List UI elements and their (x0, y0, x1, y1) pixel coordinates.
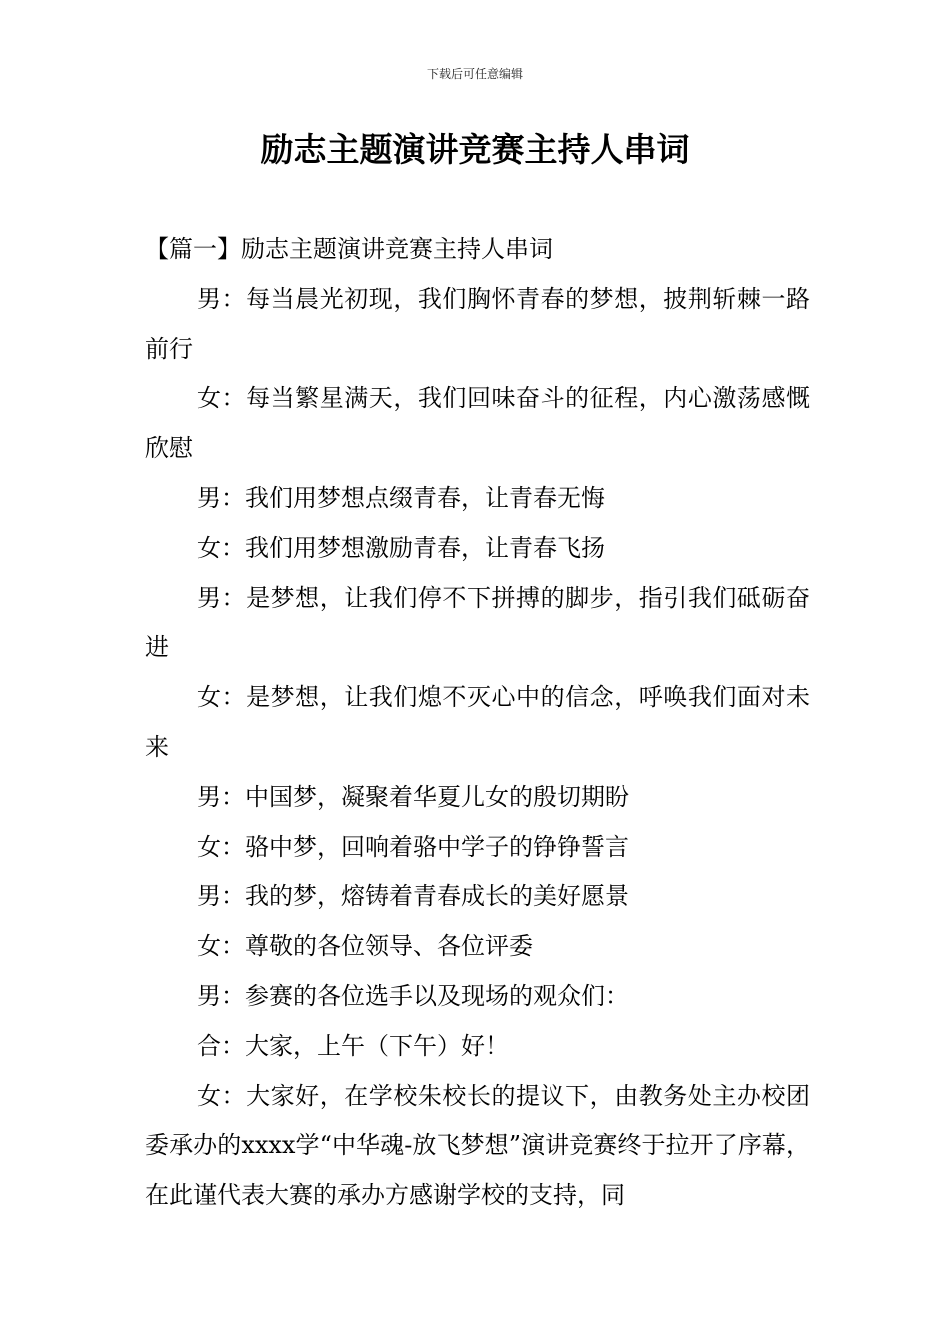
paragraph: 女：是梦想，让我们熄不灭心中的信念，呼唤我们面对未来 (145, 683, 810, 761)
paragraph: 女：尊敬的各位领导、各位评委 (197, 932, 533, 961)
paragraph: 女：每当繁星满天，我们回味奋斗的征程，内心激荡感慨欣慰 (145, 384, 810, 463)
paragraph: 男：我的梦，熔铸着青春成长的美好愿景 (197, 882, 629, 911)
section-heading: 【篇一】励志主题演讲竞赛主持人串词 (145, 235, 553, 263)
paragraph: 男：参赛的各位选手以及现场的观众们： (197, 981, 629, 1010)
paragraph: 男：中国梦，凝聚着华夏儿女的殷切期盼 (197, 782, 629, 811)
page-header-note: 下载后可任意编辑 (426, 67, 523, 81)
paragraph: 男：我们用梦想点缀青春，让青春无悔 (197, 483, 605, 512)
paragraph: 合：大家，上午（下午）好！ (197, 1031, 509, 1060)
paragraph: 男：每当晨光初现，我们胸怀青春的梦想，披荆斩棘一路前行 (145, 284, 810, 363)
document-body (145, 225, 810, 1221)
paragraph: 男：是梦想，让我们停不下拼搏的脚步，指引我们砥砺奋进 (145, 583, 810, 662)
document-title: 励志主题演讲竞赛主持人串词 (260, 130, 690, 169)
paragraph: 女：大家好，在学校朱校长的提议下，由教务处主办校团委承办的xxxx学“中华魂-放飞梦想”演讲竞赛终于拉开了序幕，在此谨代表大赛的承办方感谢学校的支持，同 (145, 1081, 810, 1210)
paragraph: 女：骆中梦，回响着骆中学子的铮铮誓言 (197, 832, 629, 861)
paragraph: 女：我们用梦想激励青春，让青春飞扬 (197, 533, 605, 562)
